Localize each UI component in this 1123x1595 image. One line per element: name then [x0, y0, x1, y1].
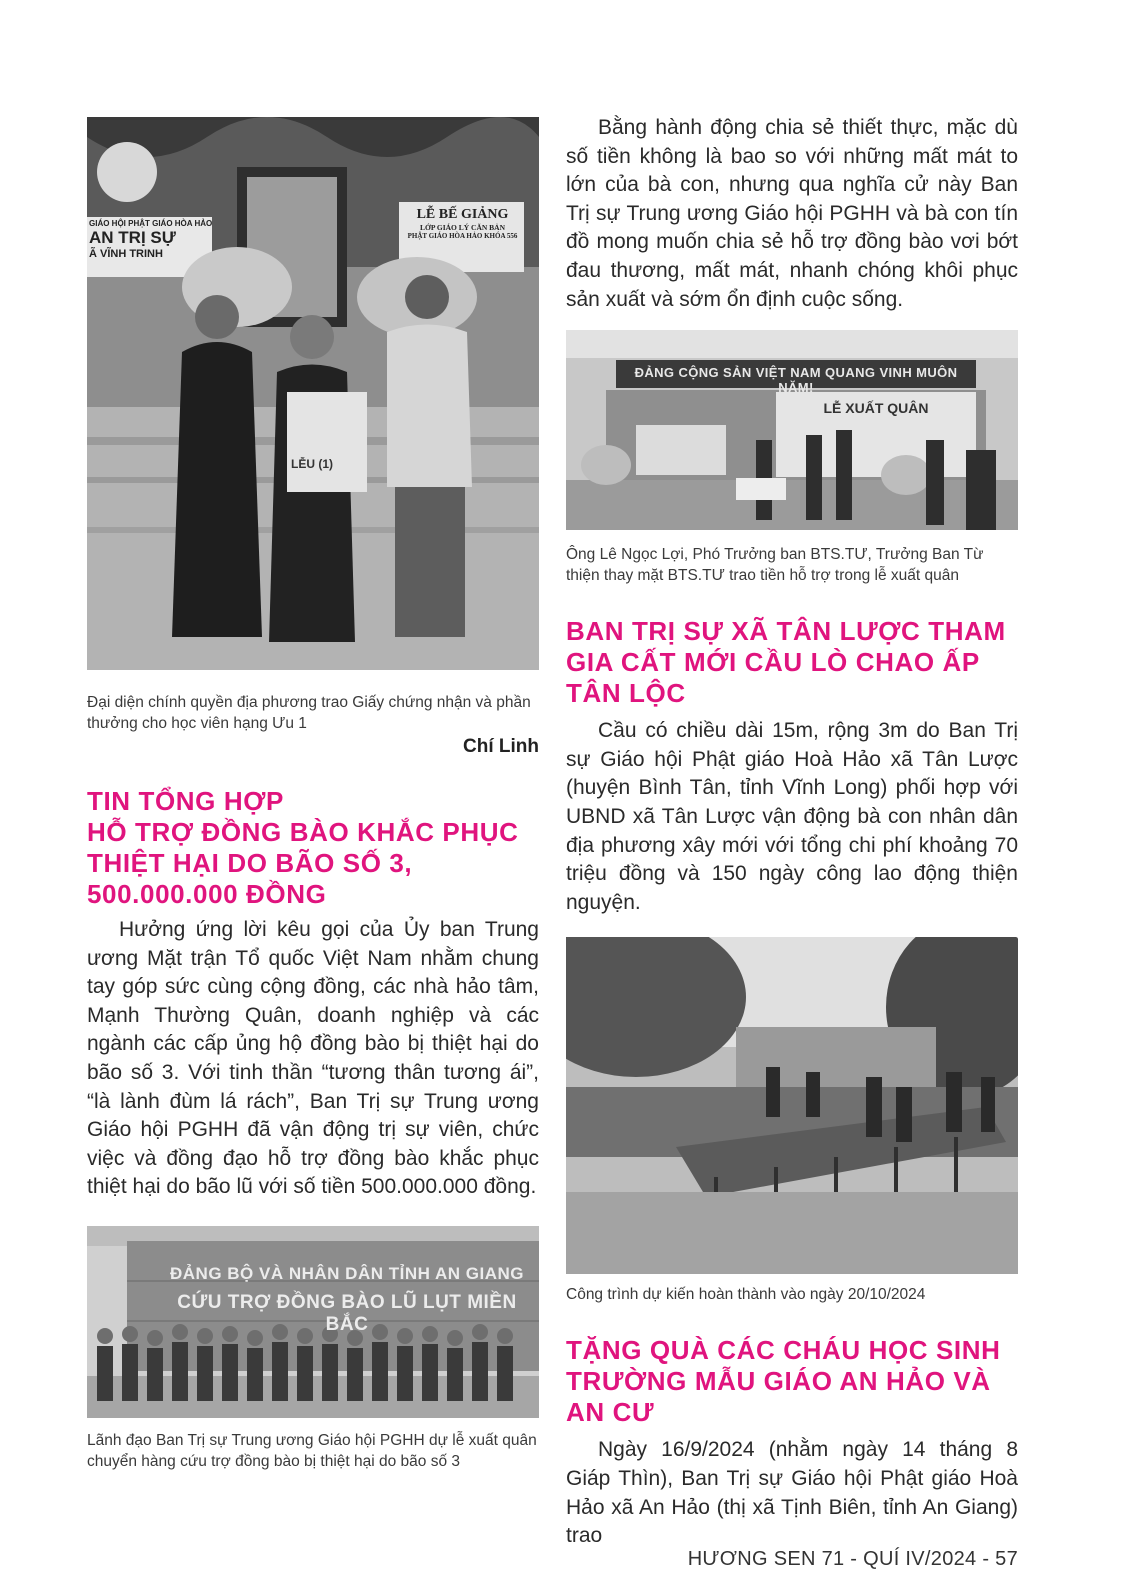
photo-banner [405, 207, 520, 240]
byline-author: Chí Linh [463, 736, 539, 757]
certificate-label: LỄU (1) [291, 457, 333, 471]
photo-banner-party: ĐẢNG CỘNG SẢN VIỆT NAM QUANG VINH MUÔN NĂM! [634, 365, 958, 396]
banner-subtitle-1: LỚP GIÁO LÝ CĂN BẢN [419, 223, 505, 232]
headline-news-summary: TIN TỔNG HỢP [87, 786, 284, 816]
photo-launch-illustration [566, 330, 1018, 530]
side-sign-3: Ã VĨNH TRINH [89, 248, 163, 260]
banner-subtitle-2: PHẬT GIÁO HÒA HẢO KHÓA 556 [407, 232, 518, 240]
photo-graduation-illustration [87, 117, 539, 670]
stage-title: LỄ XUẤT QUÂN [823, 400, 929, 417]
headline-block-news [87, 786, 539, 910]
headline-storm-support: HỖ TRỢ ĐỒNG BÀO KHẮC PHỤC THIỆT HẠI DO BÃO SỐ 3, 500.000.000 ĐỒNG [87, 817, 519, 909]
side-sign-1: GIÁO HỘI PHẬT GIÁO HÒA HẢO [89, 219, 213, 228]
headline-gifts: TẶNG QUÀ CÁC CHÁU HỌC SINH TRƯỜNG MẪU GIÁO AN HẢO VÀ AN CƯ [566, 1335, 1001, 1428]
truck-line-1: ĐẢNG BỘ VÀ NHÂN DÂN TỈNH AN GIANG [170, 1263, 524, 1283]
page-footer: HƯƠNG SEN 71 - QUÍ IV/2024 - 57 [687, 1548, 1018, 1570]
side-sign-2: AN TRỊ SỰ [89, 228, 176, 247]
headline-bridge: BAN TRỊ SỰ XÃ TÂN LƯỢC THAM GIA CẤT MỚI CẦU LÒ CHAO ẤP TÂN LỘC [566, 616, 1006, 709]
body-intro: Bằng hành động chia sẻ thiết thực, mặc dù số tiền không là bao so với những mất mát to lớn của bà con, nhưng qua nghĩa cử này Ban Trị sự Trung ương Giáo hội PGHH và bà con tín đồ mong muốn chia sẻ hỗ trợ đồng bào vơi bớt đau thương, mất mát, nhanh chóng khôi phục sản xuất và sớm ổn định cuộc sống. [566, 116, 1018, 311]
body-storm-support: Hưởng ứng lời kêu gọi của Ủy ban Trung ương Mặt trận Tổ quốc Việt Nam nhằm chung tay góp sức cùng cộng đồng, các nhà hảo tâm, Mạnh Thường Quân, doanh nghiệp và các ngành các cấp ủng hộ đồng bào bị thiệt hại do bão số 3. Với tinh thần “tương thân tương ái”, “là lành đùm lá rách”, Ban Trị sự Trung ương Giáo hội PGHH đã vận động trị sự viên, chức việc và đồng đạo hỗ trợ đồng bào khắc phục thiệt hại do bão lũ với số tiền 500.000.000 đồng. [87, 918, 539, 1199]
banner-title: LỄ BẾ GIẢNG [416, 207, 509, 222]
caption-bridge: Công trình dự kiến hoàn thành vào ngày 20/10/2024 [566, 1286, 926, 1304]
left-column [87, 117, 539, 1472]
body-gifts: Ngày 16/9/2024 (nhằm ngày 14 tháng 8 Giáp Thìn), Ban Trị sự Giáo hội Phật giáo Hoà Hảo xã An Hảo (thị xã Tịnh Biên, tỉnh An Giang) trao [566, 1438, 1018, 1548]
caption-launch-ceremony: Ông Lê Ngọc Lợi, Phó Trưởng ban BTS.TƯ, Trưởng Ban Từ thiện thay mặt BTS.TƯ trao tiền hỗ trợ trong lễ xuất quân [566, 546, 984, 585]
truck-signage [167, 1264, 527, 1336]
caption-graduation: Đại diện chính quyền địa phương trao Giấy chứng nhận và phần thưởng cho học viên hạng Ưu 1 [87, 694, 531, 732]
photo-side-sign [89, 219, 214, 260]
right-column [566, 114, 1018, 1551]
photo-launch-ceremony [566, 330, 1018, 530]
caption-relief-truck: Lãnh đạo Ban Trị sự Trung ương Giáo hội PGHH dự lễ xuất quân chuyển hàng cứu trợ đồng bào bị thiệt hại do bão số 3 [87, 1431, 537, 1470]
truck-line-2: CỨU TRỢ ĐỒNG BÀO LŨ LỤT MIỀN BẮC [177, 1291, 517, 1335]
photo-bridge-construction [566, 937, 1018, 1274]
photo-graduation-ceremony [87, 117, 539, 670]
photo-bridge-illustration [566, 937, 1018, 1274]
body-bridge: Cầu có chiều dài 15m, rộng 3m do Ban Trị sự Giáo hội Phật giáo Hoà Hảo xã Tân Lược (huyện Bình Tân, tỉnh Vĩnh Long) phối hợp với UBND xã Tân Lược vận động bà con nhân dân địa phương xây mới với tổng chi phí khoảng 70 triệu đồng và 150 ngày công lao động thiện nguyện. [566, 719, 1018, 914]
photo-relief-truck [87, 1226, 539, 1418]
